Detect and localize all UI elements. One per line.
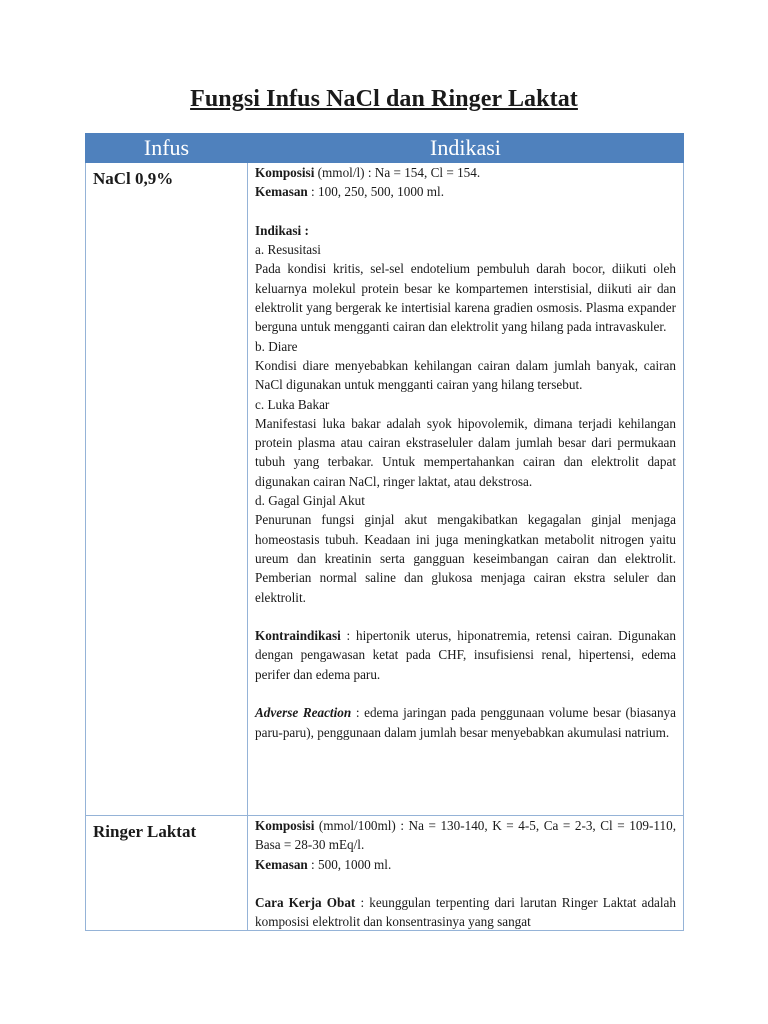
- kontraindikasi-value: : hipertonik uterus, hiponatremia, retensi cairan. Digunakan dengan pengawasan ketat pada CHF, insufisiensi renal, hipertensi, edema perifer dan edema paru.: [255, 628, 676, 682]
- adverse-line: [255, 703, 676, 742]
- komposisi-label: Komposisi: [255, 165, 315, 180]
- header-indikasi: Indikasi: [248, 134, 684, 163]
- indikasi-c-text: Manifestasi luka bakar adalah syok hipovolemik, dimana terjadi kehilangan protein plasma atau cairan ekstraseluler dalam jumlah besar dari permukaan tubuh yang terbakar. Untuk mempertahankan cairan dan elektrolit dapat digunakan cairan NaCl, ringer laktat, atau dekstrosa.: [255, 415, 676, 489]
- komposisi-line: [255, 163, 676, 182]
- kemasan-label: Kemasan: [255, 856, 308, 872]
- infus-name-cell: [86, 163, 248, 816]
- table-header-row: [86, 134, 684, 163]
- indikasi-b-title: b. Diare: [255, 338, 298, 354]
- indikasi-cell: [248, 163, 684, 816]
- indikasi-heading: Indikasi :: [255, 222, 309, 238]
- table-row-ringer-laktat: [86, 816, 684, 931]
- kemasan-value: : 500, 1000 ml.: [307, 856, 392, 872]
- adverse-label: Adverse Reaction: [255, 705, 352, 721]
- indikasi-cell: [248, 816, 684, 931]
- komposisi-value: (mmol/100ml) : Na = 130-140, K = 4-5, Ca = 2-3, Cl = 109-110, Basa = 28-30 mEq/l.: [255, 818, 676, 853]
- kemasan-value: : 100, 250, 500, 1000 ml.: [307, 184, 445, 200]
- cara-kerja-label: Cara Kerja Obat: [255, 895, 356, 911]
- infus-name-cell: [86, 816, 248, 931]
- komposisi-label: Komposisi: [255, 818, 315, 833]
- cara-kerja-value: : keunggulan terpenting dari larutan Ringer Laktat adalah komposisi elektrolit dan konsentrasinya yang sangat: [255, 895, 676, 930]
- indikasi-d-text: Penurunan fungsi ginjal akut mengakibatkan kegagalan ginjal menjaga homeostasis tubuh. Keadaan ini juga meningkatkan metabolit nitrogen yaitu ureum dan kreatinin serta gangguan keseimbangan cairan dan elektrolit. Pemberian normal saline dan glukosa menjaga cairan ekstra seluler dan elektrolit.: [255, 512, 676, 605]
- indikasi-c-title: c. Luka Bakar: [255, 396, 330, 412]
- indikasi-text: [248, 163, 683, 815]
- kemasan-label: Kemasan: [255, 184, 308, 200]
- indikasi-a-title: a. Resusitasi: [255, 242, 321, 258]
- komposisi-value: (mmol/l) : Na = 154, Cl = 154.: [314, 165, 481, 180]
- infus-table: [85, 133, 684, 931]
- indikasi-a-text: Pada kondisi kritis, sel-sel endotelium pembuluh darah bocor, diikuti oleh keluarnya molekul protein besar ke kompartemen interstisial, diikuti air dan elektrolit yang bergerak ke intertisial karena gradien osmosis. Plasma expander berguna untuk mengganti cairan dan elektrolit yang hilang pada intravaskuler.: [255, 261, 676, 335]
- indikasi-text: [248, 816, 683, 930]
- adverse-value: : edema jaringan pada penggunaan volume besar (biasanya paru-paru), penggunaan dalam jumlah besar menyebabkan akumulasi natrium.: [255, 705, 676, 740]
- kemasan-line: [255, 855, 676, 874]
- table-row-nacl: [86, 163, 684, 816]
- indikasi-d-title: d. Gagal Ginjal Akut: [255, 493, 365, 509]
- kontraindikasi-line: [255, 626, 676, 684]
- infus-name: Ringer Laktat: [93, 822, 197, 841]
- cara-kerja-line: [255, 893, 676, 930]
- header-infus: Infus: [86, 134, 248, 163]
- document-title: Fungsi Infus NaCl dan Ringer Laktat: [190, 86, 578, 112]
- infus-name: NaCl 0,9%: [93, 169, 174, 188]
- komposisi-line: [255, 816, 676, 855]
- kemasan-line: [255, 182, 676, 201]
- indikasi-b-text: Kondisi diare menyebabkan kehilangan cairan dalam jumlah banyak, cairan NaCl digunakan untuk mengganti cairan yang hilang tersebut.: [255, 357, 676, 393]
- kontraindikasi-label: Kontraindikasi: [255, 628, 341, 644]
